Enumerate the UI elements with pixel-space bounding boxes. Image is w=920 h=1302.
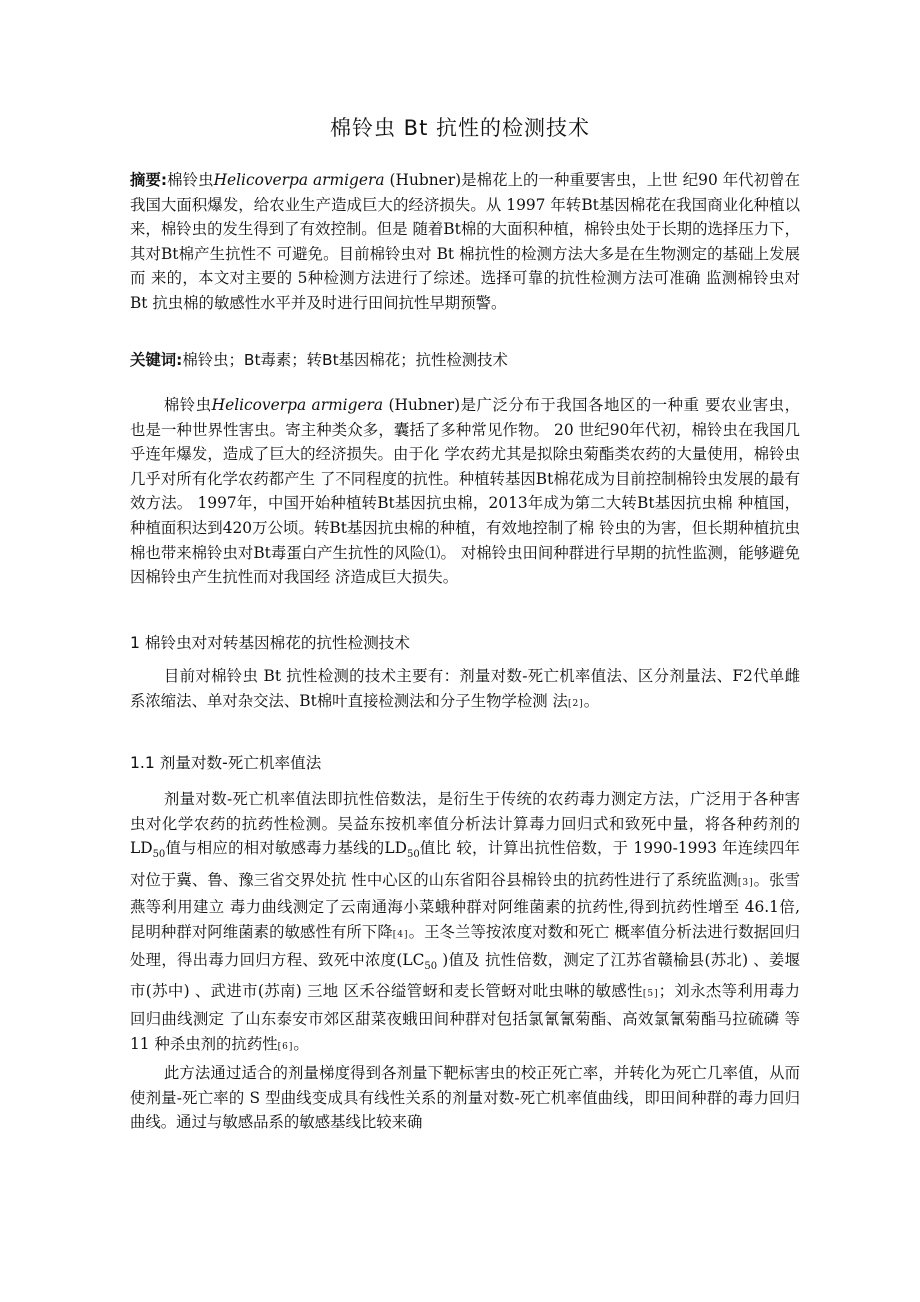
- page-title: 棉铃虫 Bt 抗性的检测技术: [330, 116, 590, 140]
- abstract-label: 摘要:: [130, 171, 168, 189]
- p1-text-d: 。张雪燕等利用建立 毒力曲线测定了云南通海小菜蛾种群对阿维菌素的抗药性,得到抗药性增至 46.1倍, 昆明种群对阿维菌素的敏感性有所下降: [130, 870, 800, 942]
- keywords-label: 关键词:: [130, 351, 183, 369]
- intro-body: (Hubner)是广泛分布于我国各地区的一种重 要农业害虫，也是一种世界性害虫。寄主种类众多，囊括了多种常见作物。 20 世纪90年代初，棉铃虫在我国几乎连年爆发，造成了巨大的经济损失。由于化 学农药尤其是拟除虫菊酯类农药的大量使用，棉铃虫几乎对所有化学农药都产生 了不同程度的抗性。种植转基因Bt棉花成为目前控制棉铃虫发展的最有效方法。 1997年，中国开始种植转Bt基因抗虫棉，2013年成为第二大转Bt基因抗虫棉 种植国，种植面积达到420万公顷。转Bt基因抗虫棉的种植，有效地控制了棉 铃虫的为害，但长期种植抗虫棉也带来棉铃虫对Bt毒蛋白产生抗性的风险⑴。 对棉铃虫田间种群进行早期的抗性监测，能够避免因棉铃虫产生抗性而对我国经 济造成巨大损失。: [130, 396, 800, 587]
- intro-species: Helicoverpa armigera: [211, 396, 384, 414]
- section-1-1-paragraph-1: [130, 787, 800, 1059]
- p1-text-f: )值及 抗性倍数，测定了江苏省赣榆县(苏北) 、姜堰市(苏中) 、武进市(苏南) 三地 区禾谷缢管蚜和麦长管蚜对吡虫啉的敏感性: [130, 950, 800, 1001]
- section-1-1-paragraph-2: 此方法通过适合的剂量梯度得到各剂量下靶标害虫的校正死亡率，并转化为死亡几率值，从而使剂量-死亡率的 S 型曲线变成具有线性关系的剂量对数-死亡机率值曲线，即田间种群的毒力回归曲线。通过与敏感品系的敏感基线比较来确: [130, 1064, 800, 1132]
- section-1-1-heading: 1.1 剂量对数-死亡机率值法: [130, 754, 322, 772]
- p1-text-h: 。: [293, 1034, 309, 1053]
- intro-paragraph: [130, 393, 800, 590]
- keywords-text: 棉铃虫；Bt毒素；转Bt基因棉花；抗性检测技术: [182, 351, 508, 369]
- p1-text-b: 值与相应的相对敏感毒力基线的LD: [165, 839, 407, 858]
- lc50-subscript: 50: [424, 960, 438, 972]
- intro-pre: 棉铃虫: [163, 396, 212, 414]
- p1-text-e: 。王冬兰等按浓度对数和死亡 概率值分析法进行数据回归处理，得出毒力回归方程、致死中浓度(LC: [130, 923, 800, 969]
- section-1-text: 目前对棉铃虫 Bt 抗性检测的技术主要有：剂量对数-死亡机率值法、区分剂量法、F2代单雌系浓缩法、单对杂交法、Bt棉叶直接检测法和分子生物学检测 法: [130, 667, 800, 710]
- section-1-paragraph: [130, 664, 800, 716]
- citation-6: [6]: [277, 1041, 294, 1052]
- abstract: [130, 168, 800, 316]
- citation-2: [2]: [567, 698, 584, 709]
- abstract-species: Helicoverpa armigera: [213, 171, 385, 189]
- section-1-end: 。: [583, 691, 600, 710]
- keywords: [130, 348, 800, 373]
- section-1-heading: 1 棉铃虫对对转基因棉花的抗性检测技术: [130, 634, 410, 652]
- p1-text-g: ；刘永杰等利用毒力回归曲线测定 了山东泰安市郊区甜菜夜蛾田间种群对包括氯氰氰菊酯、高效氯氰菊酯马拉硫磷 等 11 种杀虫剂的抗药性: [130, 982, 800, 1053]
- abstract-body: (Hubner)是棉花上的一种重要害虫，上世 纪90 年代初曾在我国大面积爆发，给农业生产造成巨大的经济损失。从 1997 年转Bt基因棉花在我国商业化种植以来，棉铃虫的发生得到了有效控制。但是 随着Bt棉的大面积种植，棉铃虫处于长期的选择压力下，其对Bt棉产生抗性不 可避免。目前棉铃虫对 Bt 棉抗性的检测方法大多是在生物测定的基础上发展而 来的，本文对主要的 5种检测方法进行了综述。选择可靠的抗性检测方法可准确 监测棉铃虫对Bt 抗虫棉的敏感性水平并及时进行田间抗性早期预警。: [130, 171, 800, 312]
- citation-4: [4]: [392, 930, 409, 941]
- citation-5: [5]: [642, 989, 659, 1000]
- p1-text-a: 剂量对数-死亡机率值法即抗性倍数法，是衍生于传统的农药毒力测定方法，广泛用于各种害虫对化学农药的抗药性检测。吴益东按机率值分析法计算毒力回归式和致死中量，将各种药剂的LD: [130, 790, 800, 858]
- abstract-pre: 棉铃虫: [167, 171, 214, 189]
- ld50-subscript-1: 50: [152, 849, 166, 861]
- p1-text-c: 值比 较，计算出抗性倍数，于 1990-1993 年连续四年对位于冀、鲁、豫三省交界处抗 性中心区的山东省阳谷县棉铃虫的抗药性进行了系统监测: [130, 839, 800, 889]
- citation-3: [3]: [737, 877, 754, 888]
- ld50-subscript-2: 50: [406, 849, 420, 861]
